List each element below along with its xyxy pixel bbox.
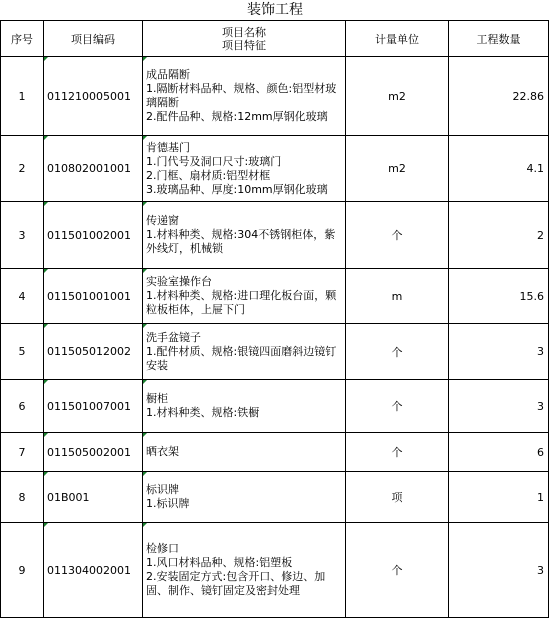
cell-comment-marker-icon	[143, 472, 147, 476]
cell-comment-marker-icon	[143, 433, 147, 437]
header-name	[143, 21, 346, 57]
cell-unit[interactable]: 个	[346, 202, 449, 269]
cell-comment-marker-icon	[44, 472, 48, 476]
item-name: 标识牌	[146, 483, 179, 496]
item-feature: 1.配件材质、规格:银镜四面磨斜边镜钉安装	[146, 344, 337, 372]
cell-comment-marker-icon	[143, 136, 147, 140]
cell-unit[interactable]: 个	[346, 523, 449, 618]
cell-code[interactable]	[44, 472, 143, 523]
item-name: 成品隔断	[146, 68, 190, 81]
table-row	[1, 136, 549, 202]
cell-qty[interactable]: 4.1	[449, 136, 549, 202]
cell-unit[interactable]: m	[346, 269, 449, 324]
item-feature: 1.材料种类、规格:铁橱	[146, 406, 260, 419]
item-name: 橱柜	[146, 392, 168, 405]
item-feature: 1.隔断材料品种、规格、颜色:铝型材玻璃隔断	[146, 82, 337, 109]
cell-name[interactable]	[143, 433, 346, 472]
cell-unit[interactable]: 个	[346, 380, 449, 433]
cell-name[interactable]	[143, 136, 346, 202]
cell-name[interactable]	[143, 269, 346, 324]
table-row	[1, 433, 549, 472]
cell-comment-marker-icon	[44, 523, 48, 527]
item-feature: 1.材料种类、规格:进口理化板台面，颗粒板柜体，上屉下门	[146, 289, 337, 316]
table-row	[1, 523, 549, 618]
cell-comment-marker-icon	[143, 324, 147, 328]
item-name: 晒衣架	[146, 445, 179, 458]
cell-name[interactable]	[143, 202, 346, 269]
cell-comment-marker-icon	[143, 269, 147, 273]
cell-comment-marker-icon	[143, 380, 147, 384]
item-code: 01B001	[47, 490, 90, 504]
cell-code[interactable]	[44, 324, 143, 380]
cell-code[interactable]	[44, 202, 143, 269]
cell-unit[interactable]: 个	[346, 433, 449, 472]
table-body	[1, 57, 549, 618]
header-seq: 序号	[1, 21, 44, 57]
cell-name[interactable]	[143, 523, 346, 618]
cell-seq[interactable]: 9	[1, 523, 44, 618]
header-name-line2: 项目特征	[222, 38, 266, 52]
cell-seq[interactable]: 1	[1, 57, 44, 136]
item-code: 011501002001	[47, 228, 131, 242]
cell-name[interactable]	[143, 57, 346, 136]
header-unit: 计量单位	[346, 21, 449, 57]
cell-code[interactable]	[44, 136, 143, 202]
cell-code[interactable]	[44, 433, 143, 472]
item-feature: 3.玻璃品种、厚度:10mm厚钢化玻璃	[146, 182, 328, 196]
item-name: 洗手盆镜子	[146, 330, 201, 344]
cell-name[interactable]	[143, 380, 346, 433]
cell-qty[interactable]: 1	[449, 472, 549, 523]
cell-comment-marker-icon	[44, 57, 48, 61]
item-feature: 2.门框、扇材质:铝型材框	[146, 168, 271, 182]
cell-code[interactable]	[44, 523, 143, 618]
cell-qty[interactable]: 3	[449, 523, 549, 618]
item-code: 011210005001	[47, 89, 131, 103]
header-row	[1, 21, 549, 57]
table-row	[1, 202, 549, 269]
cell-seq[interactable]: 6	[1, 380, 44, 433]
item-code: 011505012002	[47, 345, 131, 358]
cell-qty[interactable]: 15.6	[449, 269, 549, 324]
cell-unit[interactable]: m2	[346, 136, 449, 202]
cell-qty[interactable]: 6	[449, 433, 549, 472]
cell-comment-marker-icon	[44, 269, 48, 273]
item-name: 传递窗	[146, 214, 179, 227]
cell-comment-marker-icon	[44, 433, 48, 437]
cell-code[interactable]	[44, 57, 143, 136]
cell-comment-marker-icon	[143, 57, 147, 61]
table-row	[1, 472, 549, 523]
sheet-title: 装饰工程	[247, 2, 303, 18]
item-code: 011505002001	[47, 445, 131, 459]
cell-name[interactable]	[143, 324, 346, 380]
cell-qty[interactable]: 3	[449, 324, 549, 380]
cell-qty[interactable]: 2	[449, 202, 549, 269]
cell-unit[interactable]: m2	[346, 57, 449, 136]
bill-of-quantities-table	[0, 20, 549, 618]
cell-comment-marker-icon	[143, 523, 147, 527]
cell-unit[interactable]: 个	[346, 324, 449, 380]
item-feature: 2.安装固定方式:包含开口、修边、加固、制作、镜钉固定及密封处理	[146, 570, 326, 597]
cell-seq[interactable]: 3	[1, 202, 44, 269]
table-row	[1, 380, 549, 433]
cell-seq[interactable]: 2	[1, 136, 44, 202]
item-feature: 1.门代号及洞口尺寸:玻璃门	[146, 154, 282, 168]
cell-comment-marker-icon	[44, 202, 48, 206]
header-code: 项目编码	[44, 21, 143, 57]
header-name-line1: 项目名称	[222, 25, 266, 39]
cell-seq[interactable]: 5	[1, 324, 44, 380]
item-code: 010802001001	[47, 162, 131, 175]
table-row	[1, 269, 549, 324]
cell-seq[interactable]: 4	[1, 269, 44, 324]
table-row	[1, 324, 549, 380]
item-code: 011304002001	[47, 563, 131, 577]
item-name: 肯德基门	[146, 140, 190, 154]
cell-qty[interactable]: 22.86	[449, 57, 549, 136]
item-code: 011501007001	[47, 399, 131, 413]
cell-comment-marker-icon	[44, 380, 48, 384]
item-name: 实验室操作台	[146, 275, 212, 288]
cell-seq[interactable]: 7	[1, 433, 44, 472]
item-code: 011501001001	[47, 289, 131, 303]
cell-comment-marker-icon	[44, 136, 48, 140]
table-row	[1, 57, 549, 136]
cell-code[interactable]	[44, 380, 143, 433]
cell-name[interactable]	[143, 472, 346, 523]
cell-comment-marker-icon	[44, 324, 48, 328]
item-name: 检修口	[146, 542, 179, 555]
item-feature: 1.标识牌	[146, 497, 190, 510]
cell-comment-marker-icon	[143, 202, 147, 206]
item-feature: 1.风口材料品种、规格:铝塑板	[146, 556, 293, 569]
header-qty: 工程数量	[449, 21, 549, 57]
item-feature: 2.配件品种、规格:12mm厚钢化玻璃	[146, 110, 328, 123]
item-feature: 1.材料种类、规格:304不锈钢柜体，紫外线灯，机械锁	[146, 228, 336, 255]
cell-unit[interactable]: 项	[346, 472, 449, 523]
cell-code[interactable]	[44, 269, 143, 324]
cell-qty[interactable]: 3	[449, 380, 549, 433]
cell-seq[interactable]: 8	[1, 472, 44, 523]
